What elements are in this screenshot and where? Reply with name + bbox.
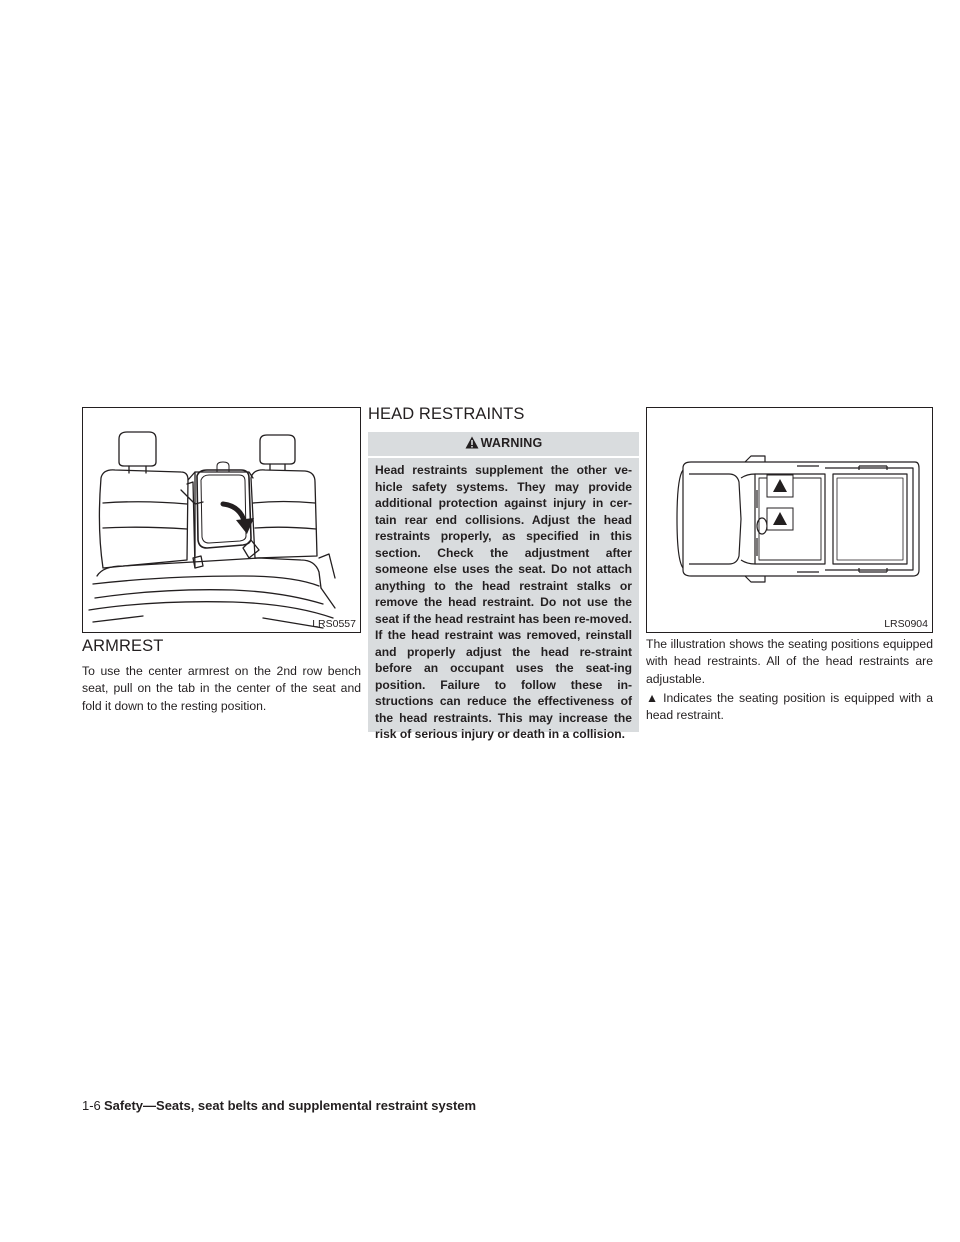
- indicator-text: Indicates the seating position is equipped with a head restraint.: [646, 691, 933, 723]
- section-title: Safety—Seats, seat belts and supplemental restraint system: [104, 1098, 477, 1113]
- armrest-heading: ARMREST: [82, 637, 164, 655]
- warning-triangle-icon: [465, 436, 479, 449]
- warning-title: WARNING: [480, 436, 543, 450]
- rear-seat-drawing: [83, 408, 360, 632]
- indicator-triangle-icon: ▲: [646, 691, 659, 705]
- seating-positions-illustration: [646, 407, 933, 633]
- head-restraint-triangle-icon: [767, 475, 793, 530]
- figure-code: LRS0557: [312, 618, 356, 630]
- seating-text: The illustration shows the seating positions equipped with head restraints. All of the head restraints are adjustable.: [646, 637, 933, 686]
- vehicle-top-view-drawing: [647, 408, 932, 632]
- head-restraints-heading: HEAD RESTRAINTS: [368, 405, 525, 423]
- indicator-text-block: [646, 690, 933, 725]
- warning-text: Head restraints supplement the other ve-hicle safety systems. They may provide additional protection against injury in cer-tain rear end collisions. Adjust the head restraints properly, as specified in this section. Check the adjustment after someone else uses the seat. Do not attach anything to the head restraint stalks or remove the head restraint. Do not use the seat if the head restraint has been re-moved. If the head restraint was removed, reinstall and properly adjust the head re-straint before an occupant uses the seat-ing position. Failure to follow these in-structions can reduce the effectiveness of the head restraints. This may increase the risk of serious injury or death in a collision.: [375, 463, 632, 741]
- page-number: 1-6: [82, 1098, 101, 1113]
- armrest-text: To use the center armrest on the 2nd row bench seat, pull on the tab in the center of the seat and fold it down to the resting position.: [82, 664, 361, 713]
- figure-code: LRS0904: [884, 618, 928, 630]
- armrest-illustration: [82, 407, 361, 633]
- warning-box: [368, 432, 639, 741]
